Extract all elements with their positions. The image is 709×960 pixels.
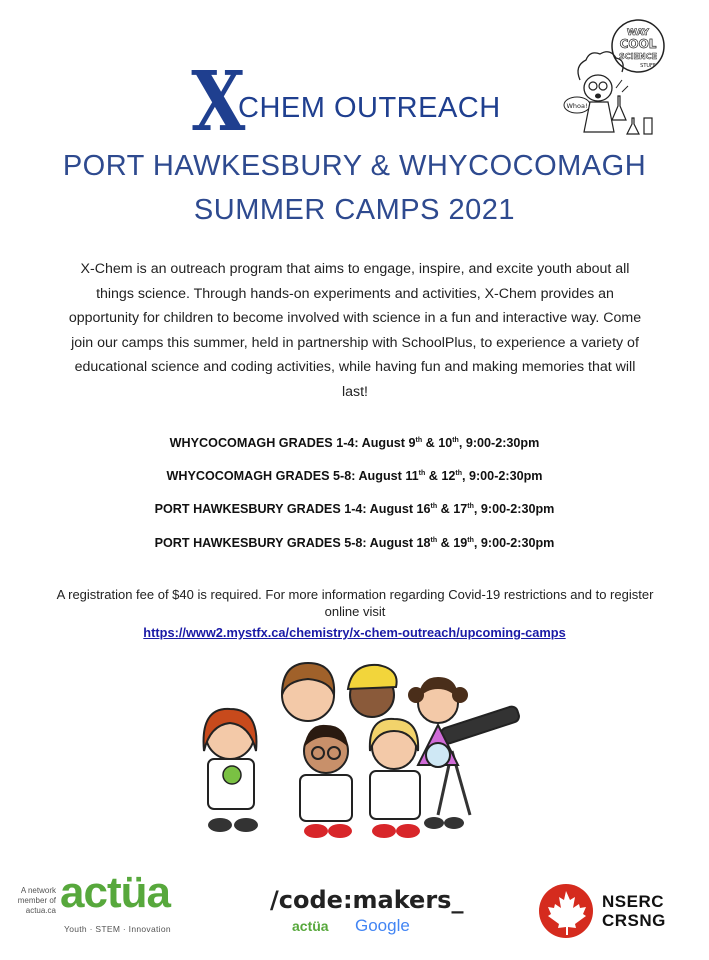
schedule-line-2: PORT HAWKESBURY GRADES 1-4: August 16th & 17th, 9:00-2:30pm [154, 502, 555, 516]
intro-paragraph: X-Chem is an outreach program that aims to engage, inspire, and excite youth about all things science. Through hands-on experiments and activities, X-Chem provides an opportunity for children to become involved with science in a fun and interactive way. Come join our camps this summer, held in partnership with SchoolPlus, to experience a variety of educational science and coding activities, while having fun and making memories that will last! [68, 261, 642, 400]
schedule-line-1: WHYCOCOMAGH GRADES 5-8: August 11th & 12th, 9:00-2:30pm [166, 469, 543, 483]
codemakers-logo: /code:makers_ [270, 886, 464, 914]
registration-link[interactable]: https://www2.mystfx.ca/chemistry/x-chem-outreach/upcoming-camps [143, 625, 566, 640]
google-logo: Google [355, 916, 410, 935]
actua-logo: actüa [60, 868, 170, 917]
scientist-doodle-icon [560, 18, 680, 143]
schedule-line-3: PORT HAWKESBURY GRADES 5-8: August 18th & 19th, 9:00-2:30pm [154, 536, 555, 550]
registration-fee-text: A registration fee of $40 is required. For more information regarding Covid-19 restrictions and to register online visit [56, 587, 654, 619]
logo-text: CHEM OUTREACH [238, 92, 501, 124]
codemakers-actua-logo: actüa [292, 918, 329, 934]
badge-cool: COOL [619, 37, 657, 51]
schedule-line-0: WHYCOCOMAGH GRADES 1-4: August 9th & 10th, 9:00-2:30pm [169, 436, 540, 450]
speech-text: Whoa! [566, 102, 588, 110]
actua-tagline: Youth · STEM · Innovation [64, 924, 171, 934]
badge-stuff: STUFF [640, 63, 656, 69]
network-member-text: A network member of actua.ca [17, 886, 56, 915]
page-title-line2: SUMMER CAMPS 2021 [193, 194, 516, 226]
badge-science: SCIENCE [618, 52, 658, 61]
maple-leaf-icon [538, 883, 594, 939]
kids-scientists-illustration-icon [190, 655, 530, 845]
x-chem-logo-letter: X [191, 54, 246, 150]
page-title-line1: PORT HAWKESBURY & WHYCOCOMAGH [62, 150, 647, 182]
nserc-crsng-text: NSERC CRSNG [602, 892, 666, 930]
badge-way: WAY [626, 28, 650, 38]
